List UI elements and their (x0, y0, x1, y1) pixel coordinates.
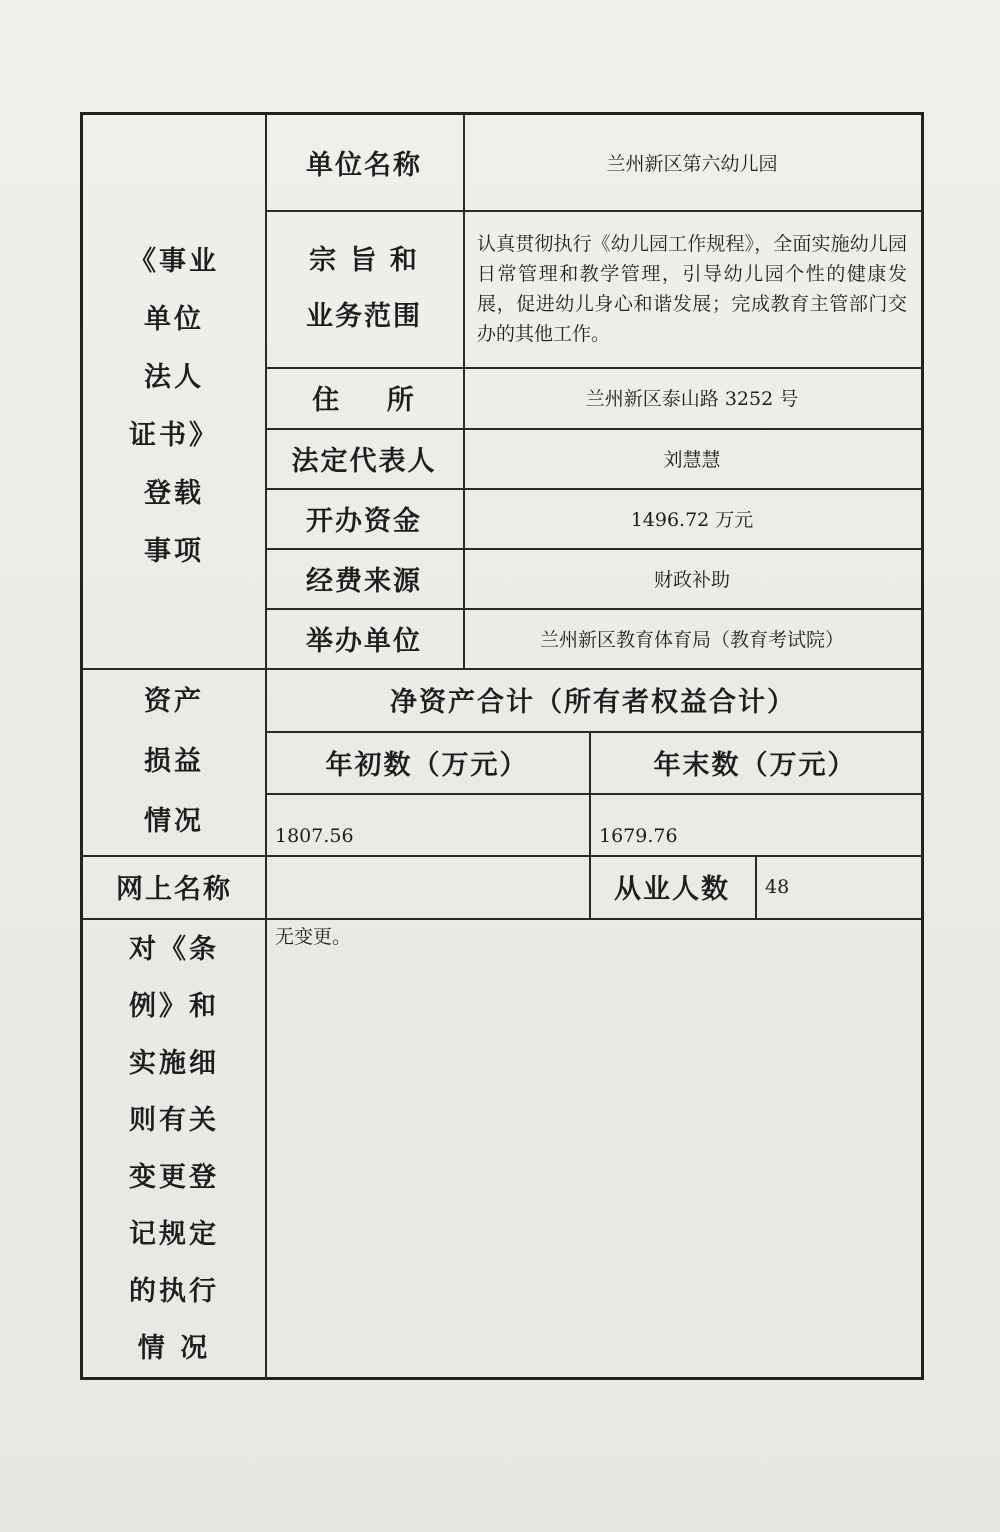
funding-label: 经费来源 (306, 565, 422, 597)
year-end-label: 年末数（万元） (653, 749, 857, 781)
staff-count-value: 48 (765, 875, 790, 898)
unit-name-label: 单位名称 (306, 150, 422, 181)
year-begin-label: 年初数（万元） (325, 749, 529, 781)
registration-table (80, 112, 924, 1380)
purpose-label: 宗 旨 和 业务范围 (306, 244, 422, 332)
changes-value: 无变更。 (275, 926, 352, 948)
staff-count-label: 从业人数 (614, 874, 730, 905)
address-label: 住 所 (312, 385, 416, 416)
address-value: 兰州新区泰山路 3252 号 (585, 388, 799, 410)
capital-label: 开办资金 (306, 505, 422, 537)
certificate-items-label: 《事业 单位 法人 证书》 登载 事项 (129, 245, 219, 567)
net-assets-title: 净资产合计（所有者权益合计） (390, 687, 796, 718)
unit-name-value: 兰州新区第六幼儿园 (606, 153, 778, 175)
sponsor-label: 举办单位 (306, 625, 422, 657)
year-end-value: 1679.76 (599, 825, 678, 847)
funding-value: 财政补助 (653, 568, 730, 591)
online-name-label: 网上名称 (116, 874, 232, 905)
purpose-value: 认真贯彻执行《幼儿园工作规程》，全面实施幼儿园日常管理和教学管理，引导幼儿园个性的健康发展，促进幼儿身心和谐发展；完成教育主管部门交办的其他工作。 (477, 232, 907, 345)
year-begin-value: 1807.56 (275, 825, 354, 847)
legal-rep-value: 刘慧慧 (663, 448, 721, 471)
changes-label: 对《条 例》和 实施细 则有关 变更登 记规定 的执行 情 况 (129, 934, 219, 1364)
legal-rep-label: 法定代表人 (291, 445, 437, 477)
capital-value: 1496.72 万元 (630, 508, 754, 531)
online-name-value (265, 855, 589, 918)
assets-label: 资产 损益 情况 (144, 685, 204, 837)
sponsor-value: 兰州新区教育体育局（教育考试院） (539, 628, 844, 651)
